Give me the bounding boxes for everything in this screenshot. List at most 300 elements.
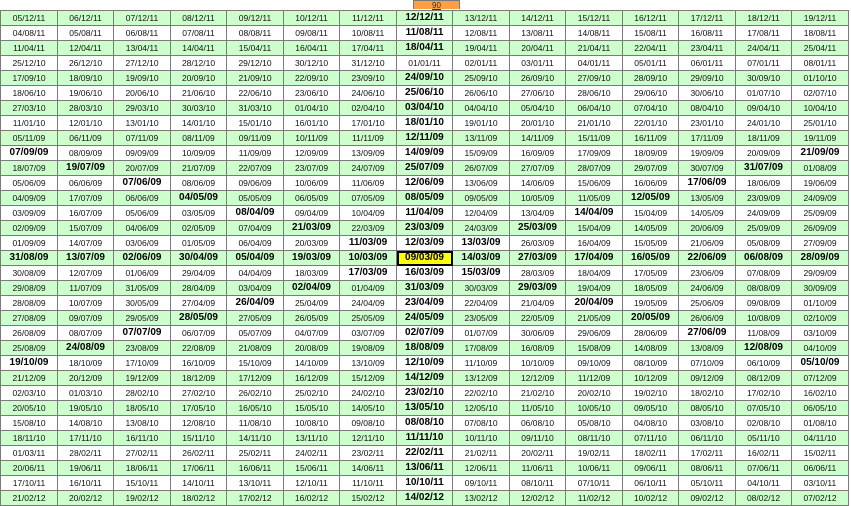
- grid-cell[interactable]: 21/09/09: [792, 146, 849, 161]
- grid-cell[interactable]: 15/05/09: [623, 236, 679, 251]
- grid-cell[interactable]: 13/01/10: [114, 116, 171, 131]
- grid-cell[interactable]: 15/08/09: [566, 341, 623, 356]
- grid-cell[interactable]: 02/03/10: [1, 386, 58, 401]
- grid-cell[interactable]: 27/05/09: [227, 311, 284, 326]
- grid-cell[interactable]: 10/08/11: [340, 26, 397, 41]
- grid-cell[interactable]: 28/06/09: [623, 326, 679, 341]
- grid-cell[interactable]: 17/05/09: [623, 266, 679, 281]
- grid-cell[interactable]: 15/04/09: [566, 221, 623, 236]
- grid-cell[interactable]: 18/09/09: [623, 146, 679, 161]
- grid-cell[interactable]: 18/06/11: [114, 461, 171, 476]
- grid-cell[interactable]: 15/06/09: [566, 176, 623, 191]
- grid-cell[interactable]: 01/04/10: [284, 101, 340, 116]
- grid-cell[interactable]: 23/07/09: [284, 161, 340, 176]
- grid-cell[interactable]: 05/08/11: [58, 26, 114, 41]
- grid-cell[interactable]: 06/06/09: [58, 176, 114, 191]
- grid-cell[interactable]: 02/05/09: [171, 221, 227, 236]
- grid-cell[interactable]: 07/08/10: [453, 416, 510, 431]
- grid-cell[interactable]: 13/06/09: [453, 176, 510, 191]
- grid-cell[interactable]: 11/12/11: [340, 11, 397, 26]
- grid-cell[interactable]: 07/07/09: [114, 326, 171, 341]
- grid-cell[interactable]: 22/05/09: [510, 311, 566, 326]
- grid-cell[interactable]: 23/05/09: [453, 311, 510, 326]
- grid-cell[interactable]: 20/06/11: [1, 461, 58, 476]
- grid-cell[interactable]: 02/08/10: [736, 416, 792, 431]
- grid-cell[interactable]: 06/07/09: [171, 326, 227, 341]
- grid-cell[interactable]: 25/03/09: [510, 221, 566, 236]
- grid-cell[interactable]: 04/08/11: [1, 26, 58, 41]
- grid-cell[interactable]: 11/02/12: [566, 491, 623, 506]
- grid-cell[interactable]: 07/05/09: [340, 191, 397, 206]
- grid-cell[interactable]: 04/04/09: [227, 266, 284, 281]
- grid-cell[interactable]: 17/04/11: [340, 41, 397, 56]
- grid-cell[interactable]: 16/10/09: [171, 356, 227, 371]
- grid-cell[interactable]: 06/06/11: [792, 461, 849, 476]
- grid-cell[interactable]: 06/08/10: [510, 416, 566, 431]
- grid-cell[interactable]: 22/04/11: [623, 41, 679, 56]
- grid-cell[interactable]: 13/08/10: [114, 416, 171, 431]
- grid-cell[interactable]: 22/06/09: [679, 251, 736, 266]
- grid-cell[interactable]: 07/12/11: [114, 11, 171, 26]
- grid-cell[interactable]: 21/04/09: [510, 296, 566, 311]
- grid-cell[interactable]: 03/04/10: [397, 101, 453, 116]
- grid-cell[interactable]: 30/09/10: [736, 71, 792, 86]
- grid-cell[interactable]: 15/08/10: [1, 416, 58, 431]
- grid-cell[interactable]: 21/02/12: [1, 491, 58, 506]
- grid-cell[interactable]: 14/02/12: [397, 491, 453, 506]
- grid-cell[interactable]: 25/09/09: [792, 206, 849, 221]
- grid-cell[interactable]: 14/08/09: [623, 341, 679, 356]
- grid-cell[interactable]: 12/03/09: [397, 236, 453, 251]
- grid-cell[interactable]: 10/06/11: [566, 461, 623, 476]
- grid-cell[interactable]: 29/09/10: [679, 71, 736, 86]
- grid-cell[interactable]: 23/02/11: [340, 446, 397, 461]
- grid-cell[interactable]: 10/08/10: [284, 416, 340, 431]
- grid-cell[interactable]: 19/05/09: [623, 296, 679, 311]
- grid-cell[interactable]: 10/10/09: [510, 356, 566, 371]
- grid-cell[interactable]: 06/01/11: [679, 56, 736, 71]
- grid-cell[interactable]: 04/09/09: [1, 191, 58, 206]
- grid-cell[interactable]: 25/07/09: [397, 161, 453, 176]
- grid-cell[interactable]: 14/06/09: [510, 176, 566, 191]
- grid-cell[interactable]: 05/06/09: [1, 176, 58, 191]
- grid-cell[interactable]: 11/06/11: [510, 461, 566, 476]
- grid-cell[interactable]: 10/04/10: [792, 101, 849, 116]
- grid-cell[interactable]: 30/06/10: [679, 86, 736, 101]
- grid-cell[interactable]: 01/09/09: [1, 236, 58, 251]
- grid-cell[interactable]: 11/01/10: [1, 116, 58, 131]
- grid-cell[interactable]: 18/05/09: [623, 281, 679, 296]
- grid-cell[interactable]: 05/10/09: [792, 356, 849, 371]
- grid-cell[interactable]: 30/03/10: [171, 101, 227, 116]
- grid-cell[interactable]: 01/07/10: [736, 86, 792, 101]
- grid-cell[interactable]: 12/08/11: [453, 26, 510, 41]
- grid-cell[interactable]: 06/11/10: [679, 431, 736, 446]
- grid-cell[interactable]: 08/05/09: [397, 191, 453, 206]
- grid-cell[interactable]: 04/10/09: [792, 341, 849, 356]
- grid-cell[interactable]: 12/04/09: [453, 206, 510, 221]
- grid-cell[interactable]: 08/10/11: [510, 476, 566, 491]
- grid-cell[interactable]: 09/10/11: [453, 476, 510, 491]
- grid-cell[interactable]: 15/11/10: [171, 431, 227, 446]
- grid-cell[interactable]: 08/12/09: [736, 371, 792, 386]
- grid-cell[interactable]: 19/04/09: [566, 281, 623, 296]
- grid-cell[interactable]: 24/03/09: [453, 221, 510, 236]
- grid-cell[interactable]: 19/01/10: [453, 116, 510, 131]
- grid-cell[interactable]: 15/04/11: [227, 41, 284, 56]
- grid-cell[interactable]: 07/06/09: [114, 176, 171, 191]
- grid-cell[interactable]: 10/04/09: [340, 206, 397, 221]
- grid-cell[interactable]: 17/02/11: [679, 446, 736, 461]
- grid-cell[interactable]: 29/04/09: [171, 266, 227, 281]
- grid-cell[interactable]: 20/07/09: [114, 161, 171, 176]
- grid-cell[interactable]: 24/01/10: [736, 116, 792, 131]
- grid-cell[interactable]: 08/04/09: [227, 206, 284, 221]
- grid-cell[interactable]: 23/02/10: [397, 386, 453, 401]
- grid-cell[interactable]: 15/10/11: [114, 476, 171, 491]
- grid-cell[interactable]: 16/05/10: [227, 401, 284, 416]
- grid-cell[interactable]: 23/01/10: [679, 116, 736, 131]
- grid-cell[interactable]: 03/10/11: [792, 476, 849, 491]
- grid-cell[interactable]: 23/08/09: [114, 341, 171, 356]
- grid-cell[interactable]: 17/02/10: [736, 386, 792, 401]
- grid-cell[interactable]: 19/02/12: [114, 491, 171, 506]
- grid-cell[interactable]: 12/05/10: [453, 401, 510, 416]
- grid-cell[interactable]: 21/12/09: [1, 371, 58, 386]
- grid-cell[interactable]: 17/10/09: [114, 356, 171, 371]
- grid-cell[interactable]: 30/09/09: [792, 281, 849, 296]
- grid-cell[interactable]: 27/09/09: [792, 236, 849, 251]
- grid-cell[interactable]: 17/01/10: [340, 116, 397, 131]
- grid-cell[interactable]: 16/12/11: [623, 11, 679, 26]
- grid-cell[interactable]: 15/02/12: [340, 491, 397, 506]
- grid-cell[interactable]: 01/10/10: [792, 71, 849, 86]
- grid-cell[interactable]: 05/12/11: [1, 11, 58, 26]
- grid-cell[interactable]: 21/04/11: [566, 41, 623, 56]
- grid-cell[interactable]: 08/08/10: [397, 416, 453, 431]
- grid-cell[interactable]: 06/06/09: [114, 191, 171, 206]
- grid-cell[interactable]: 15/10/09: [227, 356, 284, 371]
- grid-cell[interactable]: 04/01/11: [566, 56, 623, 71]
- grid-cell[interactable]: 03/05/09: [171, 206, 227, 221]
- grid-cell[interactable]: 07/08/09: [736, 266, 792, 281]
- grid-cell[interactable]: 11/04/11: [1, 41, 58, 56]
- grid-cell[interactable]: 14/11/10: [227, 431, 284, 446]
- grid-cell[interactable]: 09/08/11: [284, 26, 340, 41]
- grid-cell[interactable]: 19/07/09: [58, 161, 114, 176]
- grid-cell[interactable]: 15/12/11: [566, 11, 623, 26]
- grid-cell[interactable]: 02/07/10: [792, 86, 849, 101]
- grid-cell[interactable]: 07/12/09: [792, 371, 849, 386]
- grid-cell[interactable]: 05/06/09: [114, 206, 171, 221]
- grid-cell[interactable]: 27/12/10: [114, 56, 171, 71]
- grid-cell[interactable]: 12/08/10: [171, 416, 227, 431]
- grid-cell[interactable]: 26/09/10: [510, 71, 566, 86]
- grid-cell[interactable]: 08/04/10: [679, 101, 736, 116]
- grid-cell[interactable]: 20/06/09: [679, 221, 736, 236]
- grid-cell[interactable]: 18/04/11: [397, 41, 453, 56]
- grid-cell[interactable]: 17/10/11: [1, 476, 58, 491]
- grid-cell[interactable]: 16/12/09: [284, 371, 340, 386]
- grid-cell[interactable]: 08/08/11: [227, 26, 284, 41]
- grid-cell[interactable]: 08/07/09: [58, 326, 114, 341]
- grid-cell[interactable]: 26/03/09: [510, 236, 566, 251]
- grid-cell[interactable]: 05/01/11: [623, 56, 679, 71]
- grid-cell[interactable]: 13/05/09: [679, 191, 736, 206]
- grid-cell[interactable]: 12/08/09: [736, 341, 792, 356]
- grid-cell[interactable]: 10/11/09: [284, 131, 340, 146]
- grid-cell[interactable]: 21/03/09: [284, 221, 340, 236]
- grid-cell[interactable]: 07/05/10: [736, 401, 792, 416]
- grid-cell[interactable]: 13/03/09: [453, 236, 510, 251]
- grid-cell[interactable]: 22/02/11: [397, 446, 453, 461]
- grid-cell[interactable]: 30/05/09: [114, 296, 171, 311]
- grid-cell[interactable]: 11/07/09: [58, 281, 114, 296]
- grid-cell[interactable]: 16/04/11: [284, 41, 340, 56]
- grid-cell[interactable]: 08/06/11: [679, 461, 736, 476]
- grid-cell[interactable]: 13/02/12: [453, 491, 510, 506]
- grid-cell[interactable]: 18/10/09: [58, 356, 114, 371]
- grid-cell[interactable]: 05/04/09: [227, 251, 284, 266]
- grid-cell[interactable]: 11/08/10: [227, 416, 284, 431]
- grid-cell[interactable]: 11/09/09: [227, 146, 284, 161]
- grid-cell[interactable]: 30/12/10: [284, 56, 340, 71]
- grid-cell[interactable]: 31/05/09: [114, 281, 171, 296]
- grid-cell[interactable]: 12/06/11: [453, 461, 510, 476]
- grid-cell[interactable]: 26/08/09: [1, 326, 58, 341]
- grid-cell[interactable]: 27/03/10: [1, 101, 58, 116]
- grid-cell[interactable]: 08/06/09: [171, 176, 227, 191]
- grid-cell[interactable]: 24/04/11: [736, 41, 792, 56]
- grid-cell[interactable]: 19/12/11: [792, 11, 849, 26]
- grid-cell[interactable]: 27/08/09: [1, 311, 58, 326]
- grid-cell[interactable]: 30/07/09: [679, 161, 736, 176]
- grid-cell[interactable]: 12/10/11: [284, 476, 340, 491]
- grid-cell[interactable]: 07/02/12: [792, 491, 849, 506]
- grid-cell[interactable]: 01/05/09: [171, 236, 227, 251]
- grid-cell[interactable]: 27/06/09: [679, 326, 736, 341]
- grid-cell[interactable]: 17/09/10: [1, 71, 58, 86]
- grid-cell[interactable]: 18/11/10: [1, 431, 58, 446]
- grid-cell[interactable]: 14/04/11: [171, 41, 227, 56]
- grid-cell[interactable]: 17/05/10: [171, 401, 227, 416]
- grid-cell[interactable]: 18/02/12: [171, 491, 227, 506]
- grid-cell[interactable]: 13/10/11: [227, 476, 284, 491]
- grid-cell[interactable]: 18/08/11: [792, 26, 849, 41]
- grid-cell[interactable]: 05/11/10: [736, 431, 792, 446]
- grid-cell[interactable]: 14/05/09: [679, 206, 736, 221]
- grid-cell[interactable]: 12/05/09: [623, 191, 679, 206]
- grid-cell[interactable]: 17/08/11: [736, 26, 792, 41]
- grid-cell[interactable]: 28/12/10: [171, 56, 227, 71]
- grid-cell[interactable]: 14/06/11: [340, 461, 397, 476]
- grid-cell[interactable]: 25/02/10: [284, 386, 340, 401]
- grid-cell[interactable]: 13/04/11: [114, 41, 171, 56]
- grid-cell[interactable]: 19/04/11: [453, 41, 510, 56]
- grid-cell[interactable]: 19/08/09: [340, 341, 397, 356]
- grid-cell[interactable]: 11/08/09: [736, 326, 792, 341]
- grid-cell[interactable]: 20/08/09: [284, 341, 340, 356]
- grid-cell[interactable]: 26/06/09: [679, 311, 736, 326]
- grid-cell[interactable]: 17/07/09: [58, 191, 114, 206]
- grid-cell[interactable]: 16/06/09: [623, 176, 679, 191]
- grid-cell[interactable]: 16/06/11: [227, 461, 284, 476]
- grid-cell[interactable]: 31/08/09: [1, 251, 58, 266]
- grid-cell[interactable]: 07/08/11: [171, 26, 227, 41]
- grid-cell[interactable]: 29/06/09: [566, 326, 623, 341]
- grid-cell[interactable]: 14/09/09: [397, 146, 453, 161]
- grid-cell[interactable]: 23/03/09: [397, 221, 453, 236]
- grid-cell[interactable]: 09/07/09: [58, 311, 114, 326]
- grid-cell[interactable]: 23/09/09: [736, 191, 792, 206]
- grid-cell[interactable]: 25/02/11: [227, 446, 284, 461]
- grid-cell[interactable]: 21/06/09: [679, 236, 736, 251]
- grid-cell[interactable]: 13/05/10: [397, 401, 453, 416]
- grid-cell[interactable]: 12/11/10: [340, 431, 397, 446]
- grid-cell[interactable]: 09/08/09: [736, 296, 792, 311]
- grid-cell[interactable]: 25/09/10: [453, 71, 510, 86]
- grid-cell[interactable]: 10/02/12: [623, 491, 679, 506]
- grid-cell[interactable]: 09/09/09: [114, 146, 171, 161]
- grid-cell[interactable]: 13/08/09: [679, 341, 736, 356]
- grid-cell[interactable]: 29/06/10: [623, 86, 679, 101]
- grid-cell[interactable]: 26/04/09: [227, 296, 284, 311]
- grid-cell[interactable]: 07/11/09: [114, 131, 171, 146]
- grid-cell[interactable]: 17/02/12: [227, 491, 284, 506]
- grid-cell[interactable]: 18/08/09: [397, 341, 453, 356]
- grid-cell[interactable]: 08/02/12: [736, 491, 792, 506]
- grid-cell[interactable]: 22/08/09: [171, 341, 227, 356]
- grid-cell[interactable]: 15/03/09: [453, 266, 510, 281]
- grid-cell[interactable]: 14/08/10: [58, 416, 114, 431]
- grid-cell[interactable]: 10/11/10: [453, 431, 510, 446]
- grid-cell[interactable]: 02/06/09: [114, 251, 171, 266]
- grid-cell[interactable]: 13/12/09: [453, 371, 510, 386]
- grid-cell[interactable]: 30/06/09: [510, 326, 566, 341]
- grid-cell[interactable]: 06/10/09: [736, 356, 792, 371]
- grid-cell[interactable]: 25/06/10: [397, 86, 453, 101]
- grid-cell[interactable]: 06/10/11: [623, 476, 679, 491]
- grid-cell[interactable]: 05/10/11: [679, 476, 736, 491]
- grid-cell[interactable]: 28/09/10: [623, 71, 679, 86]
- grid-cell[interactable]: 25/05/09: [340, 311, 397, 326]
- grid-cell[interactable]: 13/09/09: [340, 146, 397, 161]
- grid-cell[interactable]: 16/05/09: [623, 251, 679, 266]
- grid-cell[interactable]: 11/10/09: [453, 356, 510, 371]
- grid-cell[interactable]: 23/04/09: [397, 296, 453, 311]
- grid-cell[interactable]: 16/10/11: [58, 476, 114, 491]
- grid-cell[interactable]: 08/11/10: [566, 431, 623, 446]
- grid-cell[interactable]: 16/11/10: [114, 431, 171, 446]
- grid-cell[interactable]: 26/09/09: [792, 221, 849, 236]
- grid-cell[interactable]: 09/11/10: [510, 431, 566, 446]
- grid-cell[interactable]: 19/12/09: [114, 371, 171, 386]
- grid-cell[interactable]: 24/05/09: [397, 311, 453, 326]
- grid-cell[interactable]: 21/09/10: [227, 71, 284, 86]
- grid-cell[interactable]: 07/10/09: [679, 356, 736, 371]
- grid-cell[interactable]: 24/06/09: [679, 281, 736, 296]
- grid-cell[interactable]: 10/03/09: [340, 251, 397, 266]
- grid-cell[interactable]: 19/06/11: [58, 461, 114, 476]
- grid-cell[interactable]: 14/11/09: [510, 131, 566, 146]
- grid-cell[interactable]: 29/03/10: [114, 101, 171, 116]
- grid-cell[interactable]: 19/09/10: [114, 71, 171, 86]
- grid-cell[interactable]: 09/08/10: [340, 416, 397, 431]
- grid-cell[interactable]: 11/11/10: [397, 431, 453, 446]
- grid-cell[interactable]: 23/06/09: [679, 266, 736, 281]
- grid-cell[interactable]: 29/03/09: [510, 281, 566, 296]
- grid-cell[interactable]: 08/11/09: [171, 131, 227, 146]
- grid-cell[interactable]: 16/09/09: [510, 146, 566, 161]
- grid-cell[interactable]: 20/03/09: [284, 236, 340, 251]
- grid-cell[interactable]: 18/02/10: [679, 386, 736, 401]
- grid-cell[interactable]: 27/07/09: [510, 161, 566, 176]
- grid-cell[interactable]: 31/07/09: [736, 161, 792, 176]
- grid-cell[interactable]: 07/04/09: [227, 221, 284, 236]
- grid-cell[interactable]: 10/10/11: [397, 476, 453, 491]
- grid-cell[interactable]: 09/06/11: [623, 461, 679, 476]
- grid-cell[interactable]: 04/07/09: [284, 326, 340, 341]
- grid-cell[interactable]: 16/01/10: [284, 116, 340, 131]
- grid-cell[interactable]: 18/03/09: [284, 266, 340, 281]
- grid-cell[interactable]: 03/08/10: [679, 416, 736, 431]
- grid-cell[interactable]: 21/02/11: [453, 446, 510, 461]
- grid-cell[interactable]: 14/05/09: [623, 221, 679, 236]
- grid-cell[interactable]: 27/02/10: [171, 386, 227, 401]
- grid-cell[interactable]: 24/09/10: [397, 71, 453, 86]
- grid-cell[interactable]: 03/10/09: [792, 326, 849, 341]
- grid-cell[interactable]: 05/08/09: [736, 236, 792, 251]
- grid-cell[interactable]: 20/01/10: [510, 116, 566, 131]
- grid-cell[interactable]: 11/05/09: [566, 191, 623, 206]
- grid-cell[interactable]: 14/08/11: [566, 26, 623, 41]
- grid-cell[interactable]: 07/10/11: [566, 476, 623, 491]
- grid-cell[interactable]: 24/06/10: [340, 86, 397, 101]
- grid-cell[interactable]: 09/04/09: [284, 206, 340, 221]
- grid-cell[interactable]: 05/08/10: [566, 416, 623, 431]
- grid-cell[interactable]: 21/02/10: [510, 386, 566, 401]
- grid-cell[interactable]: 11/06/09: [340, 176, 397, 191]
- grid-cell[interactable]: 01/04/09: [340, 281, 397, 296]
- grid-cell[interactable]: 16/04/09: [566, 236, 623, 251]
- grid-cell[interactable]: 02/01/11: [453, 56, 510, 71]
- grid-cell[interactable]: 19/10/09: [1, 356, 58, 371]
- grid-cell[interactable]: 24/04/09: [340, 296, 397, 311]
- grid-cell[interactable]: 20/06/10: [114, 86, 171, 101]
- grid-cell[interactable]: 13/11/09: [453, 131, 510, 146]
- grid-cell[interactable]: 06/11/09: [58, 131, 114, 146]
- grid-cell[interactable]: 05/05/09: [227, 191, 284, 206]
- grid-cell[interactable]: 10/07/09: [58, 296, 114, 311]
- grid-cell[interactable]: 25/01/10: [792, 116, 849, 131]
- grid-cell[interactable]: 22/09/10: [284, 71, 340, 86]
- grid-cell[interactable]: 01/10/09: [792, 296, 849, 311]
- grid-cell[interactable]: 11/08/11: [397, 26, 453, 41]
- grid-cell[interactable]: 28/08/09: [1, 296, 58, 311]
- grid-cell[interactable]: 10/05/10: [566, 401, 623, 416]
- grid-cell[interactable]: 16/02/12: [284, 491, 340, 506]
- grid-cell[interactable]: 22/03/09: [340, 221, 397, 236]
- grid-cell[interactable]: 12/10/09: [397, 356, 453, 371]
- grid-cell[interactable]: 12/01/10: [58, 116, 114, 131]
- grid-cell[interactable]: 20/04/11: [510, 41, 566, 56]
- grid-cell[interactable]: 03/04/09: [227, 281, 284, 296]
- grid-cell[interactable]: 23/09/10: [340, 71, 397, 86]
- grid-cell[interactable]: 19/05/10: [58, 401, 114, 416]
- grid-cell[interactable]: 18/06/09: [736, 176, 792, 191]
- grid-cell[interactable]: 15/01/10: [227, 116, 284, 131]
- grid-cell[interactable]: 20/04/09: [566, 296, 623, 311]
